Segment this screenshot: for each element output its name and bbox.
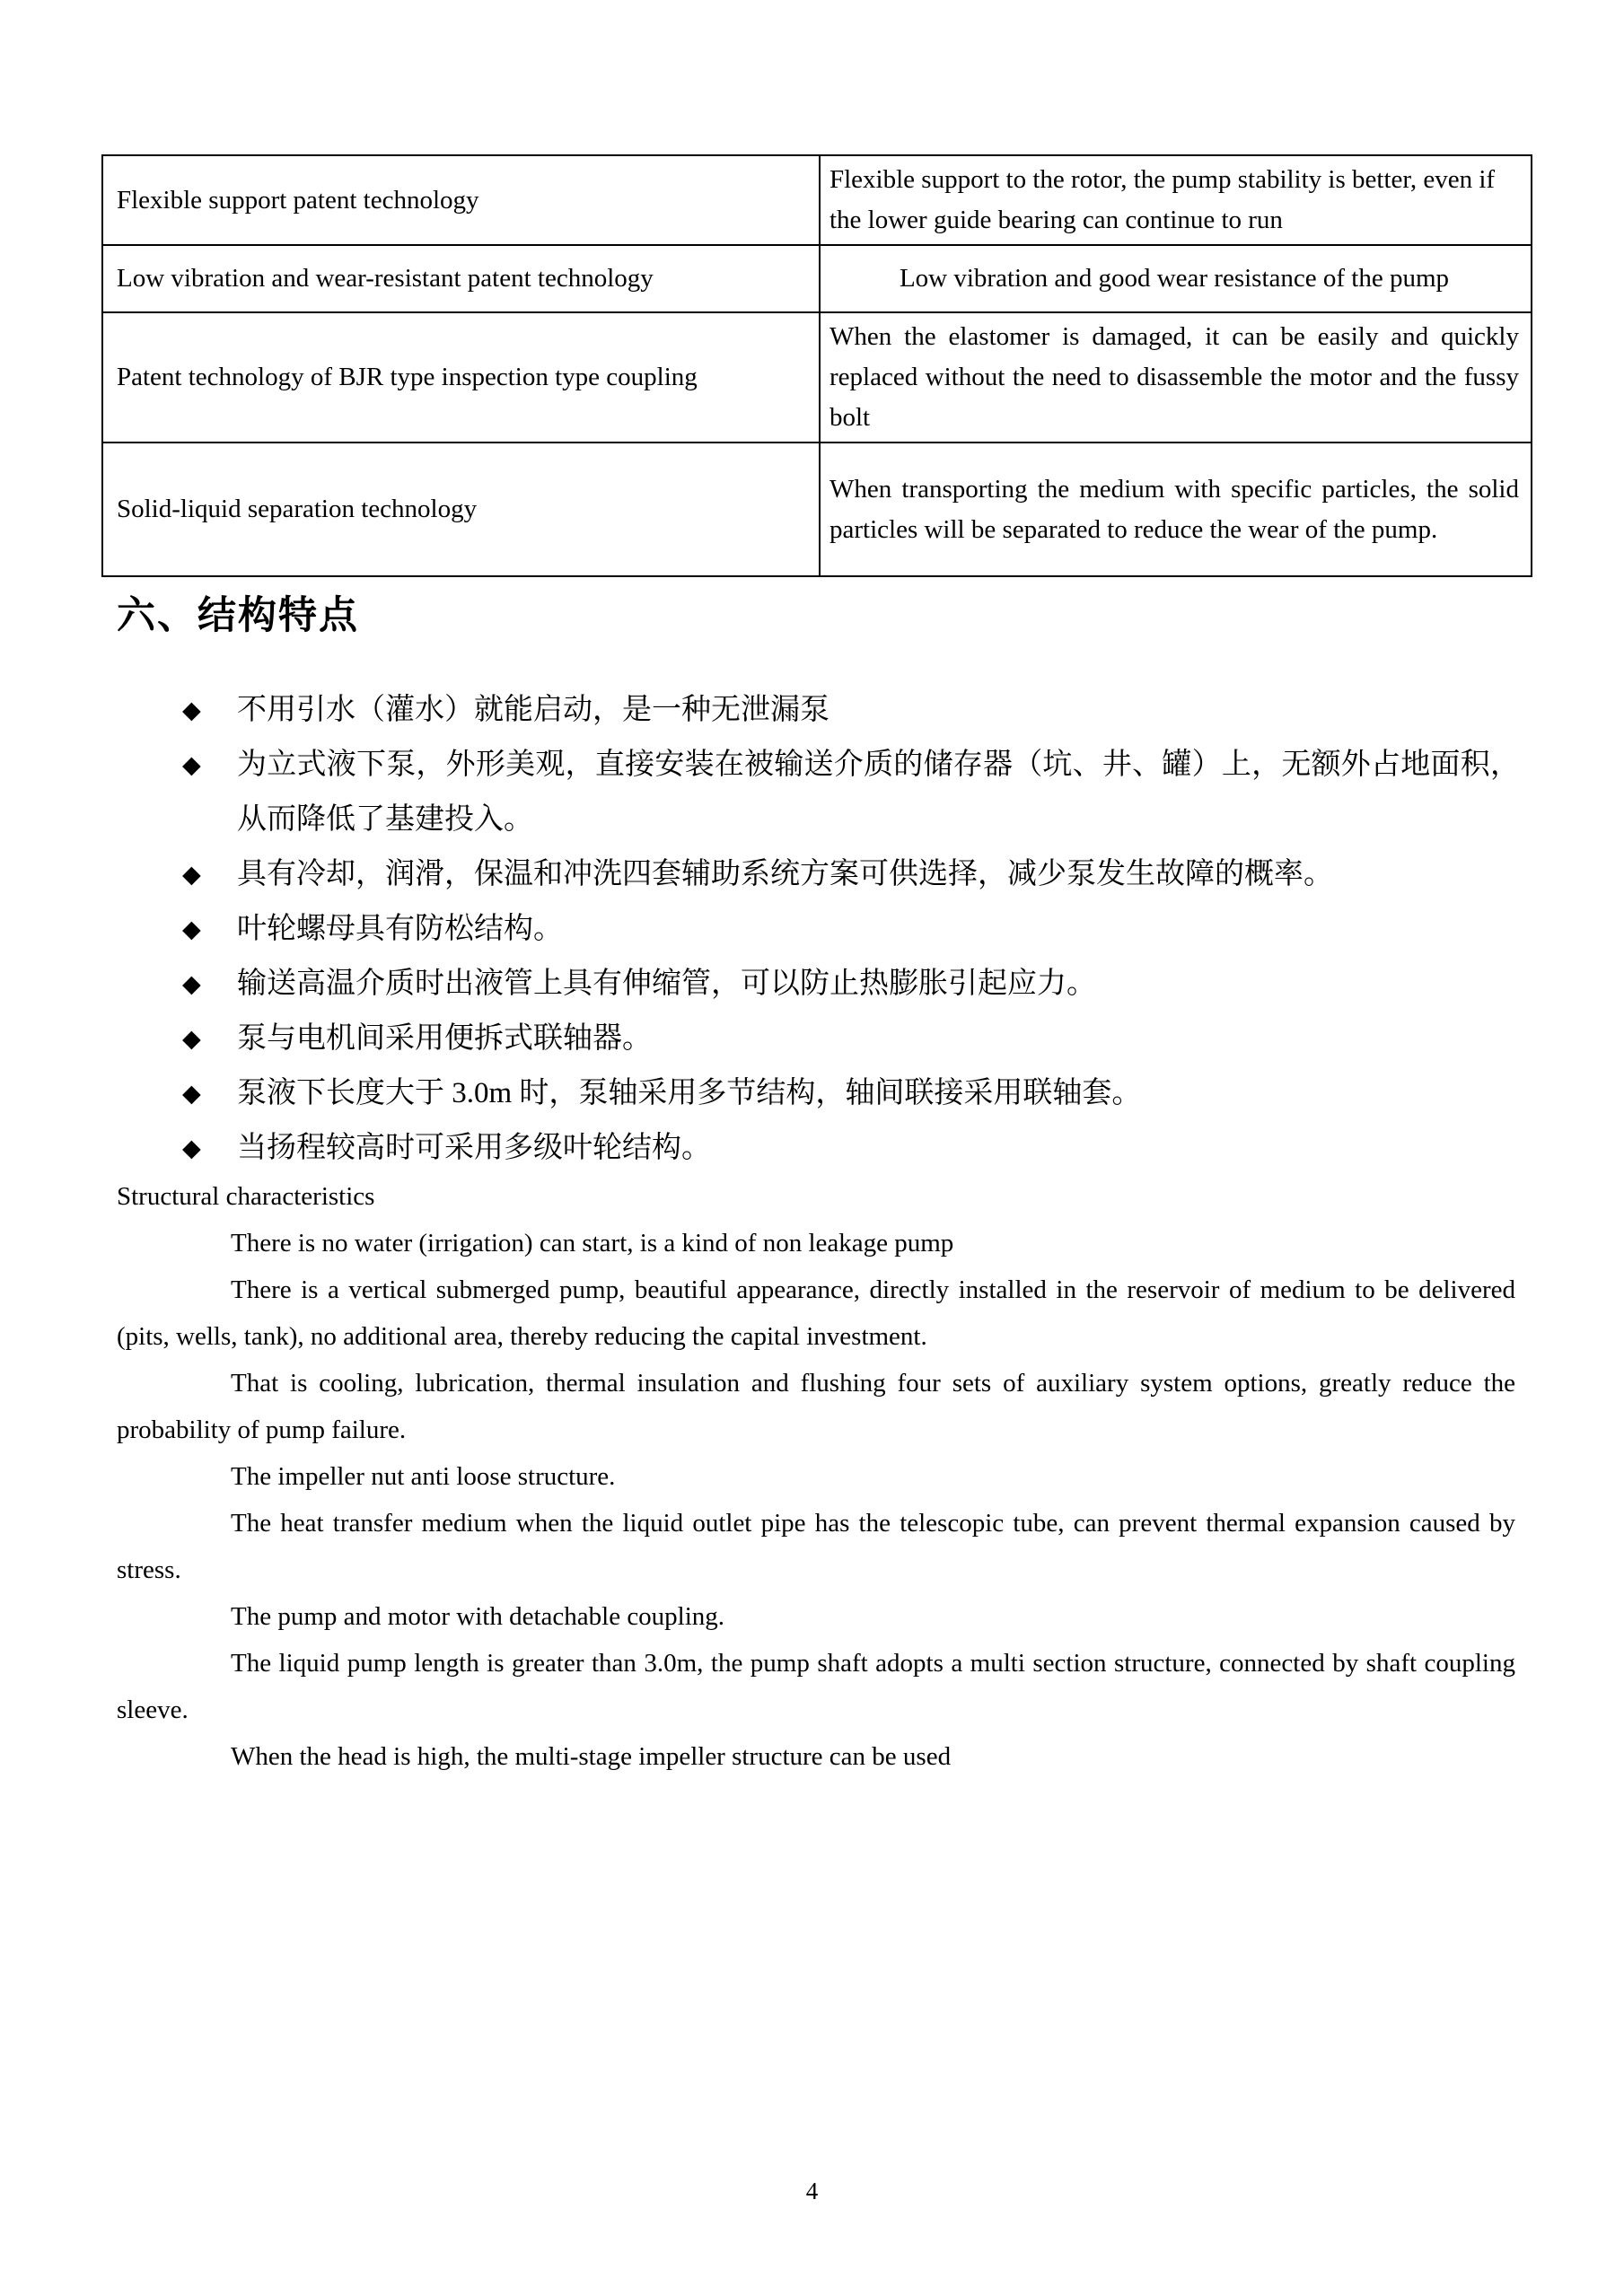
diamond-bullet-icon: ◆	[182, 1135, 201, 1162]
table-row	[102, 245, 1532, 312]
bullet-item	[182, 1066, 1520, 1121]
bullet-item	[182, 1121, 1520, 1176]
feature-bullet-list	[182, 683, 1520, 1176]
table-cell-description: When the elastomer is damaged, it can be easily and quickly replaced without the need to disassemble the motor and the fussy bolt	[820, 312, 1532, 443]
english-section	[117, 1173, 1515, 1780]
page-number: 4	[805, 2178, 819, 2204]
bullet-text: 泵与电机间采用便拆式联轴器。	[237, 1022, 652, 1055]
bullet-item	[182, 847, 1520, 902]
table-cell-feature: Flexible support patent technology	[102, 155, 820, 245]
table-cell-feature: Patent technology of BJR type inspection type coupling	[102, 312, 820, 443]
diamond-bullet-icon: ◆	[182, 861, 201, 889]
diamond-bullet-icon: ◆	[182, 751, 201, 779]
diamond-bullet-icon: ◆	[182, 1025, 201, 1053]
english-paragraph: The impeller nut anti loose structure.	[231, 1462, 616, 1491]
table-cell-feature: Solid-liquid separation technology	[102, 443, 820, 576]
bullet-text: 当扬程较高时可采用多级叶轮结构。	[237, 1132, 711, 1164]
bullet-text: 叶轮螺母具有防松结构。	[237, 913, 563, 945]
english-paragraph: The liquid pump length is greater than 3.0m, the pump shaft adopts a multi section structure, connected by shaft coupling sleeve.	[117, 1649, 1515, 1724]
table-row	[102, 312, 1532, 443]
table-cell-description: Flexible support to the rotor, the pump stability is better, even if the lower guide bearing can continue to run	[820, 155, 1532, 245]
bullet-item	[182, 683, 1520, 738]
bullet-text: 具有冷却，润滑，保温和冲洗四套辅助系统方案可供选择，减少泵发生故障的概率。	[237, 858, 1333, 890]
bullet-item	[182, 957, 1520, 1012]
table-cell-feature: Low vibration and wear-resistant patent technology	[102, 245, 820, 312]
bullet-item	[182, 902, 1520, 957]
bullet-text: 为立式液下泵，外形美观，直接安装在被输送介质的储存器（坑、井、罐）上，无额外占地面积，从而降低了基建投入。	[237, 749, 1520, 836]
bullet-text: 不用引水（灌水）就能启动，是一种无泄漏泵	[237, 694, 830, 726]
english-paragraph: There is no water (irrigation) can start, is a kind of non leakage pump	[231, 1229, 954, 1258]
diamond-bullet-icon: ◆	[182, 970, 201, 998]
bullet-text: 泵液下长度大于 3.0m 时，泵轴采用多节结构，轴间联接采用联轴套。	[237, 1077, 1142, 1109]
bullet-item	[182, 1012, 1520, 1066]
english-paragraph: The pump and motor with detachable coupling.	[231, 1602, 725, 1631]
english-section-title: Structural characteristics	[117, 1182, 375, 1211]
english-paragraph: There is a vertical submerged pump, beautiful appearance, directly installed in the reservoir of medium to be delivered (pits, wells, tank), no additional area, thereby reducing the capital investment.	[117, 1275, 1515, 1351]
bullet-text: 输送高温介质时出液管上具有伸缩管，可以防止热膨胀引起应力。	[237, 968, 1096, 1000]
bullet-item	[182, 738, 1520, 847]
diamond-bullet-icon: ◆	[182, 916, 201, 943]
table-row	[102, 155, 1532, 245]
table-cell-description: When transporting the medium with specific particles, the solid particles will be separated to reduce the wear of the pump.	[820, 443, 1532, 576]
diamond-bullet-icon: ◆	[182, 697, 201, 724]
diamond-bullet-icon: ◆	[182, 1080, 201, 1108]
english-paragraph: The heat transfer medium when the liquid outlet pipe has the telescopic tube, can prevent thermal expansion caused by stress.	[117, 1509, 1515, 1584]
table-row	[102, 443, 1532, 576]
patent-technology-table	[101, 154, 1532, 577]
english-paragraph: When the head is high, the multi-stage impeller structure can be used	[231, 1742, 952, 1771]
table-cell-description: Low vibration and good wear resistance of the pump	[820, 245, 1532, 312]
english-paragraph: That is cooling, lubrication, thermal insulation and flushing four sets of auxiliary system options, greatly reduce the probability of pump failure.	[117, 1369, 1515, 1444]
section-heading: 六、结构特点	[117, 594, 359, 637]
